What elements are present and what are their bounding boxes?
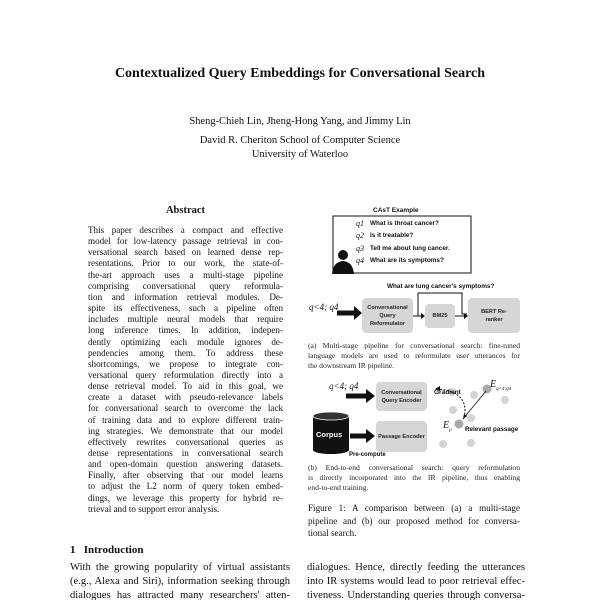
relevant-passage-label: Relevant passage bbox=[465, 426, 519, 433]
passage-embedding-label bbox=[443, 420, 452, 433]
person-icon bbox=[332, 250, 354, 274]
text-line: shortcomings, we propose to integrate con- bbox=[88, 358, 283, 369]
affiliation-school: David R. Cheriton School of Computer Science bbox=[199, 135, 401, 146]
query-label: q2 bbox=[356, 231, 364, 241]
text-line: the-art approach uses a multi-stage pipeline bbox=[88, 269, 283, 280]
text-line: tion and information retrieval modules. De- bbox=[88, 291, 283, 302]
ep-symbol: E bbox=[443, 420, 450, 431]
bm25-box: BM25 bbox=[425, 304, 455, 328]
text-line: dialogues has attracted many researchers' atten- bbox=[70, 590, 290, 600]
query-encoder-box: Conversational Query Encoder bbox=[376, 382, 427, 411]
text-line: language models are used to reformulate user utterances for bbox=[308, 351, 520, 360]
text-line: effectively rewrites conversational queries as bbox=[88, 436, 283, 447]
text-line: to adjust the L2 norm of query token embed- bbox=[88, 481, 283, 492]
abstract-heading: Abstract bbox=[165, 205, 206, 216]
ep-subscript: p bbox=[449, 428, 452, 433]
cast-example-title: CAsT Example bbox=[370, 207, 422, 214]
text-line: long inference times. In addition, indepen- bbox=[88, 325, 283, 336]
input-queries-b: q<4; q4 bbox=[329, 381, 359, 391]
query-label: q4 bbox=[356, 256, 364, 266]
eq-symbol: E bbox=[490, 379, 497, 390]
query-text: Is it treatable? bbox=[370, 232, 414, 240]
text-line: This paper describes a compact and effective bbox=[88, 225, 283, 235]
bert-reranker-box: BERT Re-ranker bbox=[468, 298, 520, 333]
passage-encoder-box: Passage Encoder bbox=[376, 421, 427, 452]
text-line: versational search based on learned dense rep- bbox=[88, 247, 283, 258]
query-embedding-label bbox=[490, 379, 511, 392]
text-line: dense retrieval model. To aid in this goal, we bbox=[88, 381, 283, 392]
authors: Sheng-Chieh Lin, Jheng-Hong Yang, and Jimmy Lin bbox=[189, 116, 411, 127]
text-line: versational query reformulation directly into a bbox=[88, 369, 283, 380]
rewritten-query: What are lung cancer's symptoms? bbox=[387, 283, 495, 290]
text-line: With the growing popularity of virtual assistants bbox=[70, 562, 290, 573]
text-line: end-to-end training. bbox=[308, 483, 369, 492]
text-line: dense representations in conversational search bbox=[88, 448, 283, 458]
text-line: is directly incorporated into the IR pipeline, thus enabling bbox=[308, 473, 520, 482]
text-line: create a dataset with pseudo-relevance labels bbox=[88, 392, 283, 403]
precompute-label: Pre-compute bbox=[349, 452, 386, 458]
text-line: Figure 1: A comparison between (a) a multi-stage bbox=[308, 503, 520, 513]
input-queries-a: q<4; q4 bbox=[309, 302, 339, 312]
text-line: dialogues. Hence, directly feeding the utterances bbox=[307, 562, 525, 573]
text-line: the downstream IR pipeline. bbox=[308, 361, 395, 370]
text-line: of training data and to explore different train- bbox=[88, 414, 283, 425]
query-text: What are its symptoms? bbox=[370, 257, 444, 265]
text-line: into IR systems would lead to poor retrieval effec- bbox=[307, 576, 525, 587]
query-label: q1 bbox=[356, 219, 364, 228]
text-line: (e.g., Alexa and Siri), information seeking through bbox=[70, 576, 290, 587]
text-line: dings, we leverage this property for hybrid re- bbox=[88, 492, 283, 503]
text-line: model for low-latency passage retrieval in con- bbox=[88, 236, 283, 247]
text-line: (b) End-to-end conversational search: query reformulation bbox=[308, 463, 520, 472]
text-line: (a) Multi-stage pipeline for conversational search: fine-tuned bbox=[308, 341, 520, 350]
query-label: q3 bbox=[356, 243, 364, 253]
section-heading-introduction: 1 Introduction bbox=[70, 544, 144, 556]
text-line: resentations. Prior to our work, the state-of- bbox=[88, 258, 283, 269]
text-line: Finally, after observing that our model learns bbox=[88, 470, 283, 481]
query-text: Tell me about lung cancer. bbox=[370, 244, 450, 252]
query-text: What is throat cancer? bbox=[370, 220, 439, 227]
text-line: tional search. bbox=[308, 528, 357, 538]
paper-title: Contextualized Query Embeddings for Conversational Search bbox=[114, 66, 486, 81]
text-line: and open-domain question answering datasets. bbox=[88, 459, 283, 470]
text-line: tiveness. Understanding queries through conversa- bbox=[307, 590, 525, 600]
text-line: pendencies among them. To address these bbox=[88, 347, 283, 358]
text-line: for conversational search to overcome the lack bbox=[88, 403, 283, 414]
eq-subscript: q<4;q4 bbox=[496, 387, 512, 392]
text-line: ing strategies. We demonstrate that our model bbox=[88, 425, 283, 436]
text-line: trieval and to support error analysis. bbox=[88, 503, 220, 514]
corpus-label: Corpus bbox=[316, 430, 343, 439]
affiliation-university: University of Waterloo bbox=[251, 149, 349, 160]
text-line: comprising conversational query reformula- bbox=[88, 280, 283, 291]
gradient-label: Gradient bbox=[434, 389, 461, 396]
text-line: pipeline and (b) our proposed method for conversa- bbox=[308, 515, 520, 526]
text-line: spite its effectiveness, such a pipeline often bbox=[88, 303, 283, 314]
reformulator-box: Conversational Query Reformulator bbox=[362, 298, 413, 333]
text-line: dently optimizing each module ignores de- bbox=[88, 336, 283, 347]
text-line: includes multiple neural models that require bbox=[88, 314, 283, 325]
